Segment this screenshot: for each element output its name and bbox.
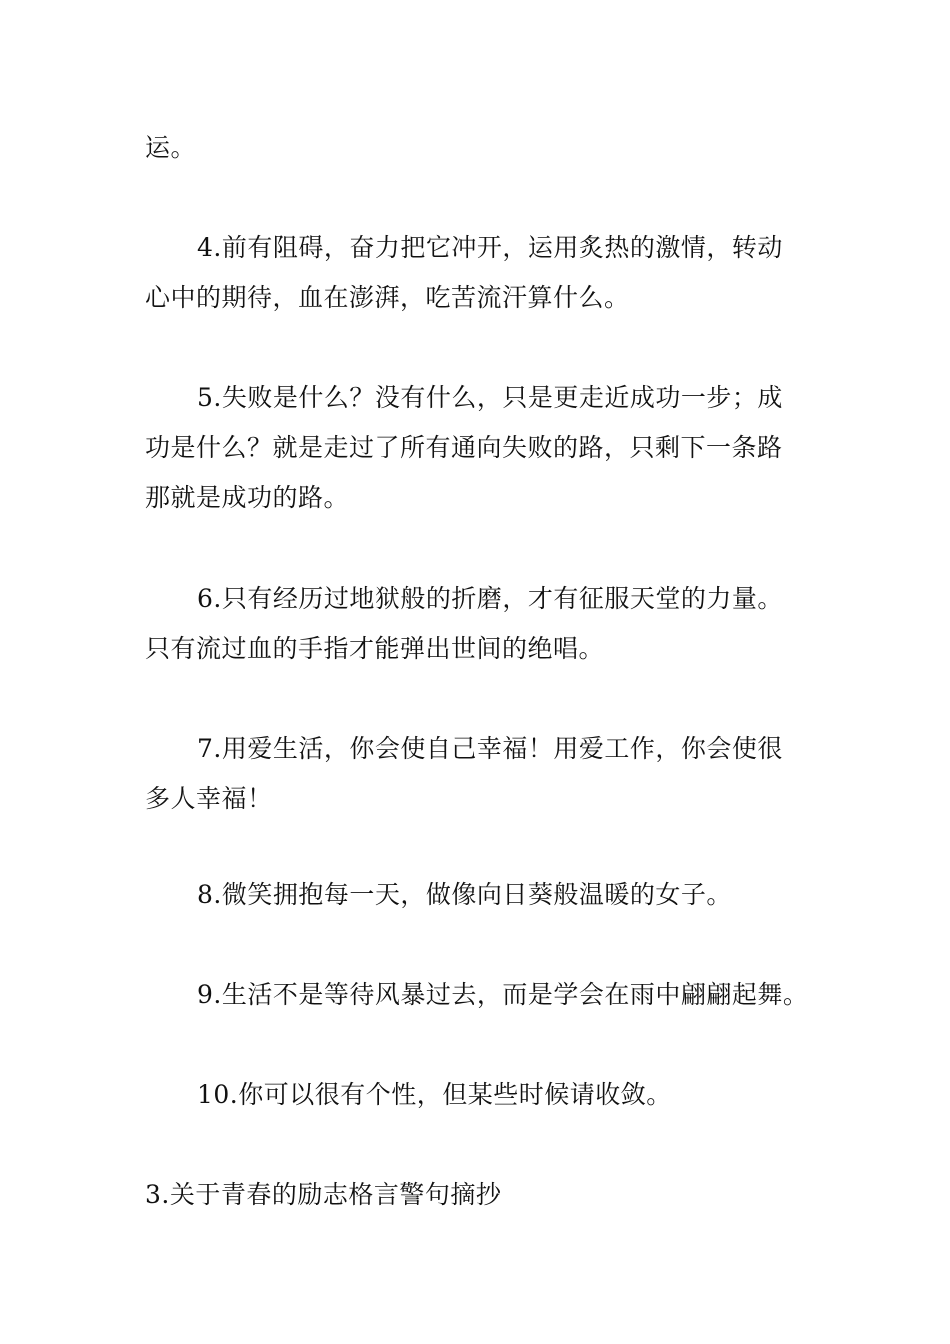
paragraph-line: 9.生活不是等待风暴过去，而是学会在雨中翩翩起舞。 bbox=[197, 980, 809, 1009]
paragraph-line: 心中的期待，血在澎湃，吃苦流汗算什么。 bbox=[145, 283, 630, 312]
paragraph-line: 功是什么？就是走过了所有通向失败的路，只剩下一条路 bbox=[145, 433, 783, 462]
paragraph-line: 8.微笑拥抱每一天，做像向日葵般温暖的女子。 bbox=[197, 880, 732, 909]
section-heading: 3.关于青春的励志格言警句摘抄 bbox=[145, 1180, 502, 1209]
paragraph-line: 7.用爱生活，你会使自己幸福！用爱工作，你会使很 bbox=[197, 734, 783, 763]
paragraph-line: 5.失败是什么？没有什么，只是更走近成功一步；成 bbox=[197, 383, 783, 412]
paragraph-line: 那就是成功的路。 bbox=[145, 483, 350, 512]
paragraph-line: 10.你可以很有个性，但某些时候请收敛。 bbox=[197, 1080, 672, 1109]
paragraph-line: 运。 bbox=[145, 133, 197, 162]
paragraph-line: 只有流过血的手指才能弹出世间的绝唱。 bbox=[145, 634, 605, 663]
paragraph-line: 4.前有阻碍，奋力把它冲开，运用炙热的激情，转动 bbox=[197, 233, 783, 262]
paragraph-line: 6.只有经历过地狱般的折磨，才有征服天堂的力量。 bbox=[197, 584, 783, 613]
paragraph-line: 多人幸福！ bbox=[145, 784, 273, 813]
